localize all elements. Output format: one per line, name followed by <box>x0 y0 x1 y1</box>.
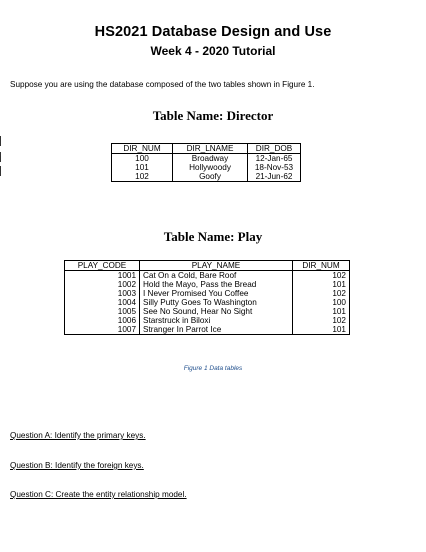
figure-caption: Figure 1 Data tables <box>183 365 243 372</box>
table-row <box>65 280 350 289</box>
column-header: DIR_NUM <box>112 144 173 154</box>
margin-mark <box>0 152 1 162</box>
director-table <box>111 143 301 182</box>
table-cell: 1002 <box>65 280 140 289</box>
table-cell: 101 <box>293 280 350 289</box>
table-header-row <box>65 261 350 271</box>
table-cell: Hold the Mayo, Pass the Bread <box>140 280 293 289</box>
table-cell: Cat On a Cold, Bare Roof <box>140 271 293 281</box>
table-cell: 21-Jun-62 <box>248 172 301 182</box>
table-cell: 1005 <box>65 307 140 316</box>
table-row <box>65 298 350 307</box>
question-c: Question C: Create the entity relationship model. <box>10 490 187 499</box>
column-header: DIR_DOB <box>248 144 301 154</box>
document-title: HS2021 Database Design and Use <box>94 24 332 40</box>
table-cell: 100 <box>112 154 173 164</box>
table-cell: 101 <box>293 325 350 335</box>
director-table-name: Table Name: Director <box>152 108 274 123</box>
table-row <box>65 271 350 281</box>
table-cell: Hollywoody <box>173 163 248 172</box>
document-subtitle: Week 4 - 2020 Tutorial <box>150 44 276 58</box>
table-cell: 102 <box>293 271 350 281</box>
table-cell: Silly Putty Goes To Washington <box>140 298 293 307</box>
table-cell: 102 <box>293 316 350 325</box>
table-row <box>65 325 350 335</box>
column-header: PLAY_CODE <box>65 261 140 271</box>
table-cell: Stranger In Parrot Ice <box>140 325 293 335</box>
table-cell: I Never Promised You Coffee <box>140 289 293 298</box>
table-row <box>112 172 301 182</box>
play-table-name: Table Name: Play <box>163 229 263 244</box>
table-cell: 12-Jan-65 <box>248 154 301 164</box>
table-cell: 1006 <box>65 316 140 325</box>
column-header: DIR_NUM <box>293 261 350 271</box>
table-cell: 102 <box>293 289 350 298</box>
table-cell: 1003 <box>65 289 140 298</box>
question-a: Question A: Identify the primary keys. <box>10 431 146 440</box>
column-header: PLAY_NAME <box>140 261 293 271</box>
table-row <box>65 307 350 316</box>
table-cell: 1001 <box>65 271 140 281</box>
table-header-row <box>112 144 301 154</box>
table-row <box>112 163 301 172</box>
column-header: DIR_LNAME <box>173 144 248 154</box>
table-row <box>65 316 350 325</box>
question-b: Question B: Identify the foreign keys. <box>10 461 144 470</box>
table-cell: 1004 <box>65 298 140 307</box>
table-cell: Broadway <box>173 154 248 164</box>
table-cell: 18-Nov-53 <box>248 163 301 172</box>
margin-mark <box>0 136 1 146</box>
table-cell: 102 <box>112 172 173 182</box>
margin-mark <box>0 166 1 176</box>
table-row <box>65 289 350 298</box>
table-row <box>112 154 301 164</box>
table-cell: Goofy <box>173 172 248 182</box>
table-cell: Starstruck in Biloxi <box>140 316 293 325</box>
table-cell: 1007 <box>65 325 140 335</box>
table-cell: See No Sound, Hear No Sight <box>140 307 293 316</box>
table-cell: 101 <box>112 163 173 172</box>
intro-paragraph: Suppose you are using the database composed of the two tables shown in Figure 1. <box>10 80 315 89</box>
play-table <box>64 260 350 335</box>
table-cell: 100 <box>293 298 350 307</box>
table-cell: 101 <box>293 307 350 316</box>
